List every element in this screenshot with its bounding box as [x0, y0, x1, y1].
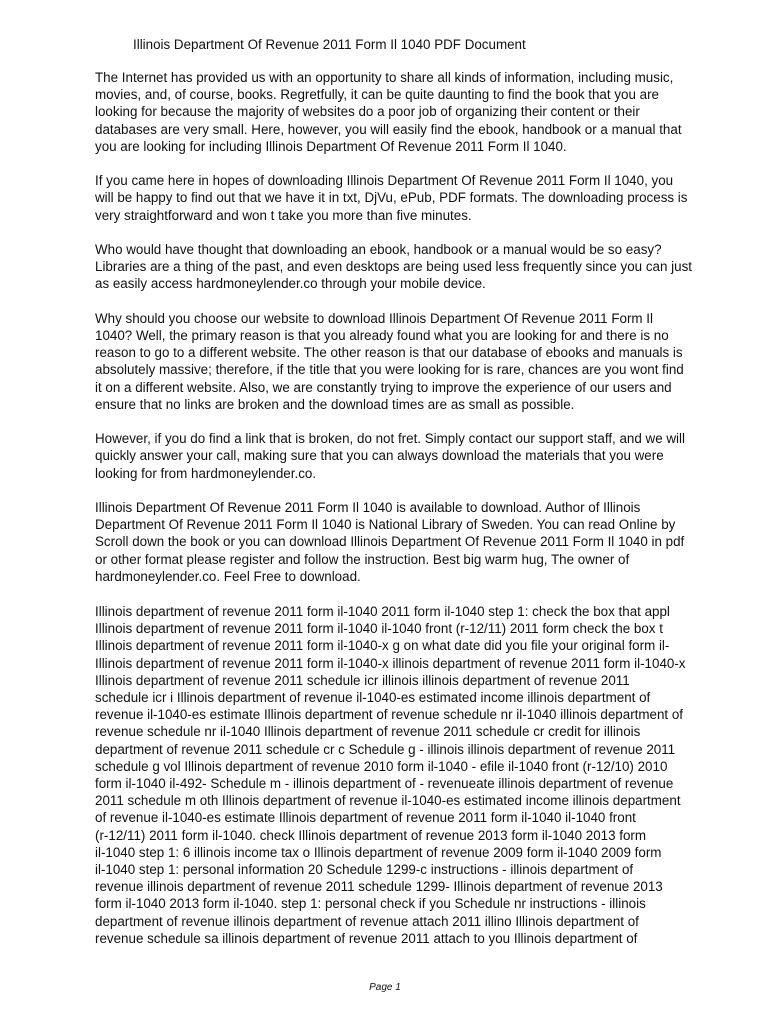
keyword-line: Illinois department of revenue 2011 form il-1040 2011 form il-1040 step 1: check the box that appl [95, 604, 670, 619]
keyword-line: schedule icr i Illinois department of revenue il-1040-es estimated income illinois department of [95, 690, 651, 706]
keyword-line: revenue schedule nr il-1040 Illinois department of revenue 2011 schedule cr credit for illinois [95, 724, 641, 740]
paragraph-line: it on a different website. Also, we are constantly trying to improve the experience of our users and [95, 379, 672, 395]
paragraph [95, 310, 735, 413]
keyword-line: il-1040 step 1: 6 illinois income tax o Illinois department of revenue 2009 form il-1040 2009 form [95, 844, 662, 860]
paragraph-line: movies, and, of course, books. Regretfully, it can be quite daunting to find the book that you are [95, 87, 659, 103]
keyword-line: department of revenue illinois department of revenue attach 2011 illino Illinois department of [95, 913, 639, 929]
keyword-line: 2011 schedule m oth Illinois department of revenue il-1040-es estimated income illinois department [95, 793, 681, 809]
keyword-line: of revenue il-1040-es estimate Illinois department of revenue 2011 form il-1040 il-1040 front [95, 810, 636, 826]
paragraph-line: If you came here in hopes of downloading Illinois Department Of Revenue 2011 Form Il 1040, you [95, 173, 674, 189]
paragraph-line: as easily access hardmoneylender.co through your mobile device. [95, 276, 486, 292]
document-body [95, 69, 735, 602]
paragraph-line: Libraries are a thing of the past, and even desktops are being used less frequently since you can just [95, 259, 692, 275]
paragraph [95, 69, 735, 155]
paragraph-line: quickly answer your call, making sure that you can always download the materials that you were [95, 448, 664, 464]
paragraph-line: Who would have thought that downloading an ebook, handbook or a manual would be so easy? [95, 242, 662, 257]
paragraph-line: 1040? Well, the primary reason is that you already found what you are looking for and there is no [95, 328, 669, 343]
keyword-line: department of revenue 2011 schedule cr c Schedule g - illinois illinois department of revenue 2011 [95, 741, 676, 757]
keyword-line: Illinois department of revenue 2011 schedule icr illinois illinois department of revenue 2011 [95, 672, 630, 688]
paragraph-line: you are looking for including Illinois Department Of Revenue 2011 Form Il 1040. [95, 138, 567, 154]
paragraph-line: looking for because the majority of websites do a poor job of organizing their content or their [95, 104, 640, 120]
keyword-line: il-1040 step 1: personal information 20 Schedule 1299-c instructions - illinois department of [95, 862, 634, 878]
keyword-line: form il-1040 il-492- Schedule m - illinois department of - revenueate illinois department of revenue [95, 776, 674, 792]
keyword-line: Illinois department of revenue 2011 form il-1040 il-1040 front (r-12/11) 2011 form check the box t [95, 621, 663, 637]
paragraph-line: absolutely massive; therefore, if the title that you were looking for is rare, chances are you wont find [95, 362, 684, 378]
paragraph-line: Department Of Revenue 2011 Form Il 1040 is National Library of Sweden. You can read Online by [95, 517, 676, 533]
paragraph-line: However, if you do find a link that is broken, do not fret. Simply contact our support staff, and we will [95, 431, 685, 447]
paragraph [95, 430, 735, 482]
paragraph-line: will be happy to find out that we have it in txt, DjVu, ePub, PDF formats. The downloading process is [95, 190, 688, 206]
paragraph-line: or other format please register and follow the instruction. Best big warm hug, The owner of [95, 551, 630, 567]
paragraph-line: ensure that no links are broken and the download times are as small as possible. [95, 396, 575, 412]
paragraph-line: looking for from hardmoneylender.co. [95, 465, 317, 481]
keyword-line: revenue il-1040-es estimate Illinois department of revenue schedule nr il-1040 illinois department of [95, 707, 684, 723]
document-title: Illinois Department Of Revenue 2011 Form Il 1040 PDF Document [133, 37, 526, 52]
keyword-line: (r-12/11) 2011 form il-1040. check Illinois department of revenue 2013 form il-1040 2013 form [95, 827, 647, 843]
keyword-line: Illinois department of revenue 2011 form il-1040-x illinois department of revenue 2011 form il-1040-x [95, 655, 686, 671]
keyword-block [95, 603, 735, 947]
keyword-line: schedule g vol Illinois department of revenue 2010 form il-1040 - efile il-1040 front (r-12/10) 2010 [95, 758, 668, 774]
paragraph-line: Scroll down the book or you can download Illinois Department Of Revenue 2011 Form Il 1040 in pdf [95, 534, 685, 550]
paragraph [95, 172, 735, 224]
paragraph-line: Illinois Department Of Revenue 2011 Form Il 1040 is available to download. Author of Illinois [95, 500, 641, 515]
keyword-line: Illinois department of revenue 2011 form il-1040-x g on what date did you file your original form il- [95, 638, 670, 654]
paragraph-line: databases are very small. Here, however, you will easily find the ebook, handbook or a manual that [95, 121, 682, 137]
paragraph-line: very straightforward and won t take you more than five minutes. [95, 207, 472, 223]
paragraph [95, 499, 735, 585]
paragraph-line: reason to go to a different website. The other reason is that our database of ebooks and manuals is [95, 345, 683, 361]
page-number: Page 1 [369, 982, 401, 993]
paragraph [95, 241, 735, 293]
paragraph-line: hardmoneylender.co. Feel Free to download. [95, 568, 361, 584]
paragraph-line: Why should you choose our website to download Illinois Department Of Revenue 2011 Form Il [95, 310, 653, 326]
keyword-line: revenue schedule sa illinois department of revenue 2011 attach to you Illinois department of [95, 930, 638, 946]
keyword-line: revenue illinois department of revenue 2011 schedule 1299- Illinois department of revenue 2013 [95, 879, 663, 895]
paragraph-line: The Internet has provided us with an opportunity to share all kinds of information, including music, [95, 70, 674, 85]
keyword-line: form il-1040 2013 form il-1040. step 1: personal check if you Schedule nr instructions - illinois [95, 896, 646, 912]
